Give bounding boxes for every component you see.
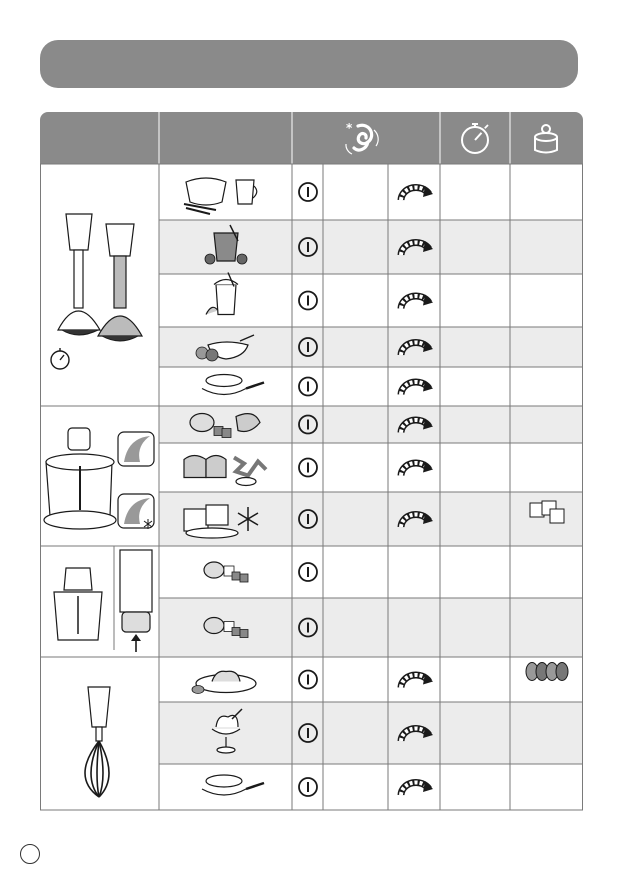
whisk-handle [88,687,110,727]
shake-glass [216,285,236,315]
ham [204,562,224,578]
page-number-badge [20,844,40,864]
berry [237,254,247,264]
dish [236,478,256,486]
whisk-neck [96,727,102,741]
mash [212,671,240,681]
banana [206,307,218,314]
batter-pan-icon [202,775,264,795]
pan-handle [246,383,264,389]
cube [240,630,248,638]
blender-handle [66,214,92,250]
foot [217,747,235,753]
blender-bell [98,316,142,336]
plate [186,528,238,538]
on-switch-icon [299,459,317,477]
turbo-arc-icon [401,781,433,795]
cube [240,574,248,582]
chopper-bowl-illustration [44,428,154,529]
on-switch-icon [299,671,317,689]
chopper-base [44,511,116,529]
cube [232,572,240,580]
turbo-arc-icon [401,186,433,200]
ham-and-cubes-icon [204,562,248,582]
usage-table-svg [40,112,583,812]
timer-icon [51,348,69,369]
header-bar-fill [40,132,583,164]
on-switch-icon [299,378,317,396]
pan [202,789,246,795]
cube [550,509,564,523]
on-switch-icon [299,292,317,310]
turbo-arc-icon [401,462,433,476]
cube [232,628,240,636]
turbo-arc-icon [401,674,433,688]
mini-chopper-top [64,568,92,590]
blender-handle [106,224,134,256]
berry [205,254,215,264]
blender-shaft [114,256,126,308]
mini-chopper-side-base [122,612,150,632]
glass [214,233,238,261]
mini-chopper-illustration [54,546,152,652]
arrow-head [131,634,141,641]
bread-and-herbs-icon [184,456,266,486]
herbs [234,458,266,476]
speed-dial-star: * [346,121,353,135]
on-switch-icon [299,778,317,796]
whisk-illustration [85,687,110,797]
measuring-jug [236,180,254,204]
milkshake-icon [206,273,238,315]
eggs-icon [526,663,568,681]
soup-pot [186,178,226,205]
bread [184,456,206,478]
blender-foot-illustration [51,214,142,369]
chopper-motor [68,428,90,450]
blender-base [102,336,138,341]
blender-bell [58,311,100,330]
arrow-up-icon [131,634,141,652]
ice-cube [206,505,228,525]
on-switch-icon [299,563,317,581]
usage-table [40,112,583,812]
soup-and-measuring-jug-icon [184,178,257,214]
on-switch-icon [299,183,317,201]
egg [556,663,568,681]
meat [190,414,214,432]
mashed-potato-plate-icon [192,671,256,693]
carrots [184,204,216,214]
potato [192,686,204,694]
blender-shaft [74,250,83,308]
foam [214,280,238,285]
turbo-arc-icon [401,295,433,309]
apple [206,349,218,361]
bread [206,456,226,478]
crepe [206,375,242,387]
pan [202,389,246,395]
mini-chopper-side-icon [120,550,152,612]
whisk-wire [97,741,99,797]
ham [204,618,224,634]
turbo-arc-icon [401,381,433,395]
crepe-batter-pan-icon [202,375,264,395]
title-banner [40,40,578,88]
cube [222,429,231,438]
timer-hand [60,355,64,360]
blender-base [62,330,98,335]
pan-handle [246,783,264,789]
crepe [206,775,242,787]
